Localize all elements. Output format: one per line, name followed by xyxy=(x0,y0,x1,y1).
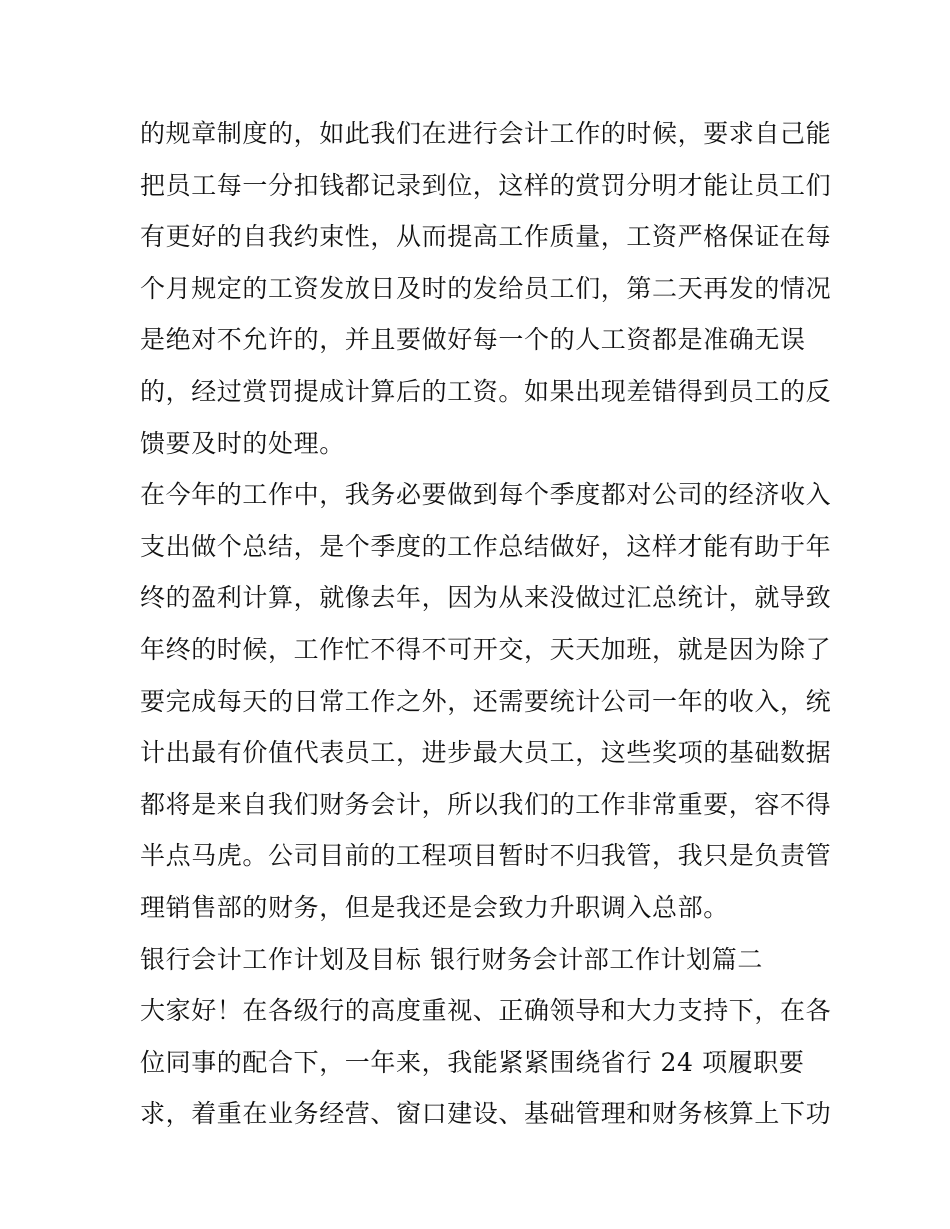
text-line: 年终的时候，工作忙不得不可开交，天天加班，就是因为除了 xyxy=(140,634,832,664)
text-line: 要完成每天的日常工作之外，还需要统计公司一年的收入，统 xyxy=(140,686,832,716)
text-line: 位同事的配合下，一年来，我能紧紧围绕省行 24 项履职要 xyxy=(140,1047,805,1077)
text-line: 半点马虎。公司目前的工程项目暂时不归我管，我只是负责管 xyxy=(140,841,832,871)
text-line: 的，经过赏罚提成计算后的工资。如果出现差错得到员工的反 xyxy=(140,376,832,406)
text-line: 个月规定的工资发放日及时的发给员工们，第二天再发的情况 xyxy=(140,273,832,303)
text-line: 支出做个总结，是个季度的工作总结做好，这样才能有助于年 xyxy=(140,531,832,561)
text-line: 的规章制度的，如此我们在进行会计工作的时候，要求自己能 xyxy=(140,119,832,148)
text-line: 在今年的工作中，我务必要做到每个季度都对公司的经济收入 xyxy=(140,480,832,510)
text-line: 终的盈利计算，就像去年，因为从来没做过汇总统计，就导致 xyxy=(140,583,832,613)
text-line: 求，着重在业务经营、窗口建设、基础管理和财务核算上下功 xyxy=(140,1099,832,1129)
text-line: 大家好！在各级行的高度重视、正确领导和大力支持下，在各 xyxy=(140,996,832,1026)
text-line: 是绝对不允许的，并且要做好每一个的人工资都是准确无误 xyxy=(140,325,806,355)
text-line: 馈要及时的处理。 xyxy=(140,428,345,458)
text-line: 计出最有价值代表员工，进步最大员工，这些奖项的基础数据 xyxy=(140,738,832,768)
text-line: 把员工每一分扣钱都记录到位，这样的赏罚分明才能让员工们 xyxy=(140,170,832,200)
text-line: 理销售部的财务，但是我还是会致力升职调入总部。 xyxy=(140,892,729,922)
text-line: 有更好的自我约束性，从而提高工作质量，工资严格保证在每 xyxy=(140,222,832,252)
document-body xyxy=(140,108,830,1140)
text-line: 都将是来自我们财务会计，所以我们的工作非常重要，容不得 xyxy=(140,789,832,819)
section-heading: 银行会计工作计划及目标 银行财务会计部工作计划篇二 xyxy=(140,944,763,974)
